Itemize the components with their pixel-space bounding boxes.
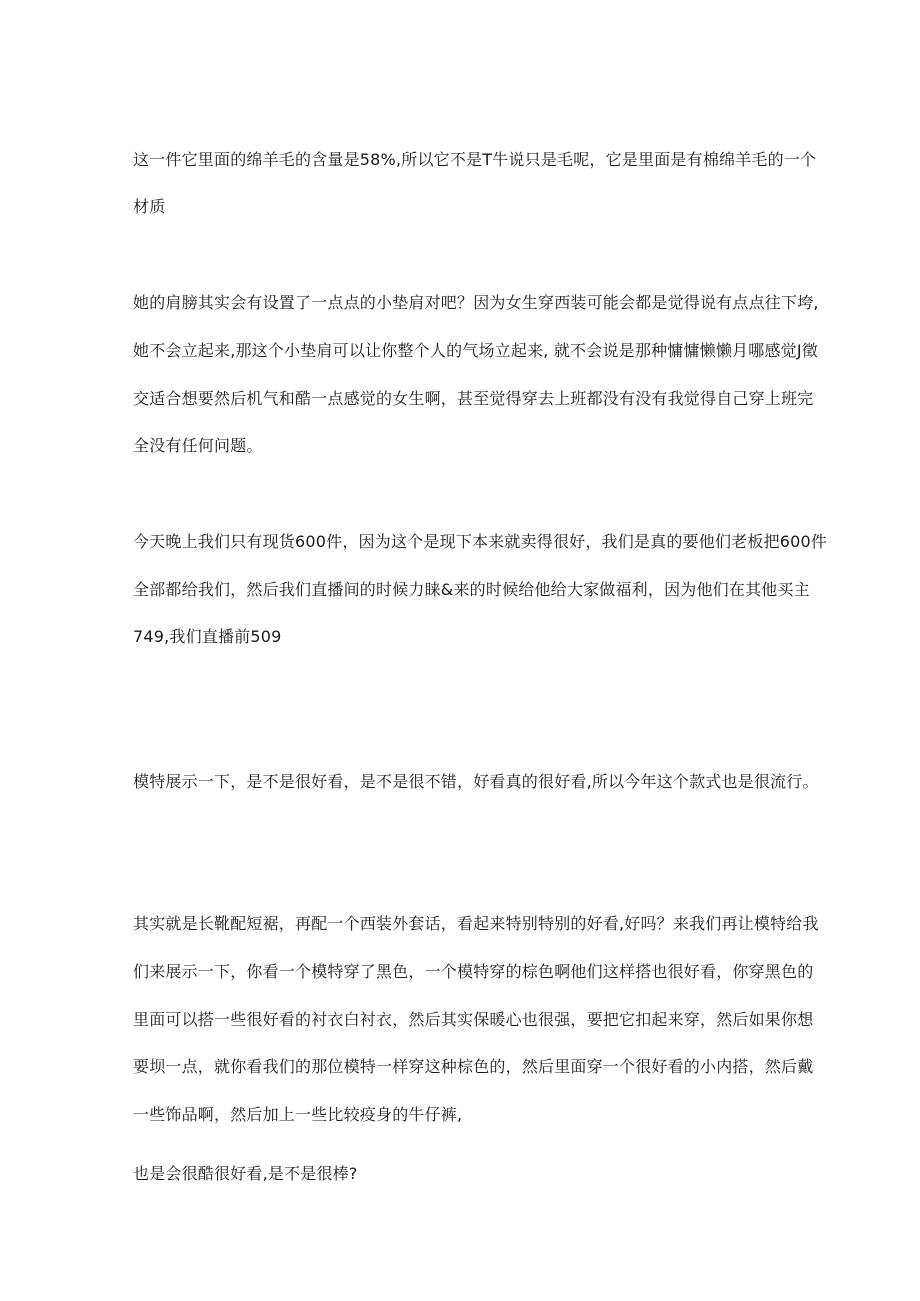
text-line: 749,我们直播前509 <box>133 627 282 646</box>
text-line: 她的肩膀其实会有设置了一点点的小垫肩对吧？因为女生穿西装可能会都是觉得说有点点往下垮, <box>133 293 819 312</box>
text-line: 全部都给我们，然后我们直播间的时候力睐&来的时候给他给大家做福利，因为他们在其他买主 <box>133 580 810 599</box>
text-line: 这一件它里面的绵羊毛的含量是58%,所以它不是T牛说只是毛呢，它是里面是有棉绵羊毛的一个 <box>133 150 817 169</box>
text-line: 全没有任何问题。 <box>133 436 263 455</box>
text-line: 一些饰品啊，然后加上一些比较疫身的牛仔裤, <box>133 1105 463 1124</box>
text-line: 今天晚上我们只有现货600件，因为这个是现下本来就卖得很好，我们是真的要他们老板把600件 <box>133 532 828 551</box>
text-line: 其实就是长靴配短裾，再配一个西装外套话，看起来特别特别的好看,好吗？来我们再让模特给我 <box>133 914 819 933</box>
text-line: 要坝一点，就你看我们的那位模特一样穿这种棕色的，然后里面穿一个很好看的小内搭，然后戴 <box>133 1057 814 1076</box>
text-line: 材质 <box>133 197 166 216</box>
text-line: 交适合想要然后机气和酷一点感觉的女生啊，甚至觉得穿去上班都没有没有我觉得自己穿上班完 <box>133 389 814 408</box>
text-line: 她不会立起来,那这个小垫肩可以让你整个人的气场立起来, 就不会说是那种慵慵懒懒月哪感觉J徵 <box>133 341 818 360</box>
text-line: 们来展示一下，你看一个模特穿了黑色，一个模特穿的棕色啊他们这样搭也很好看，你穿黑色的 <box>133 962 814 981</box>
text-line: 里面可以搭一些很好看的衬衣白衬衣，然后其实保暖心也很强，要把它扣起来穿，然后如果你想 <box>133 1010 814 1029</box>
text-line: 模特展示一下，是不是很好看，是不是很不错，好看真的很好看,所以今年这个款式也是很流行。 <box>133 772 819 791</box>
text-line: 也是会很酷很好看,是不是很棒? <box>133 1164 358 1183</box>
